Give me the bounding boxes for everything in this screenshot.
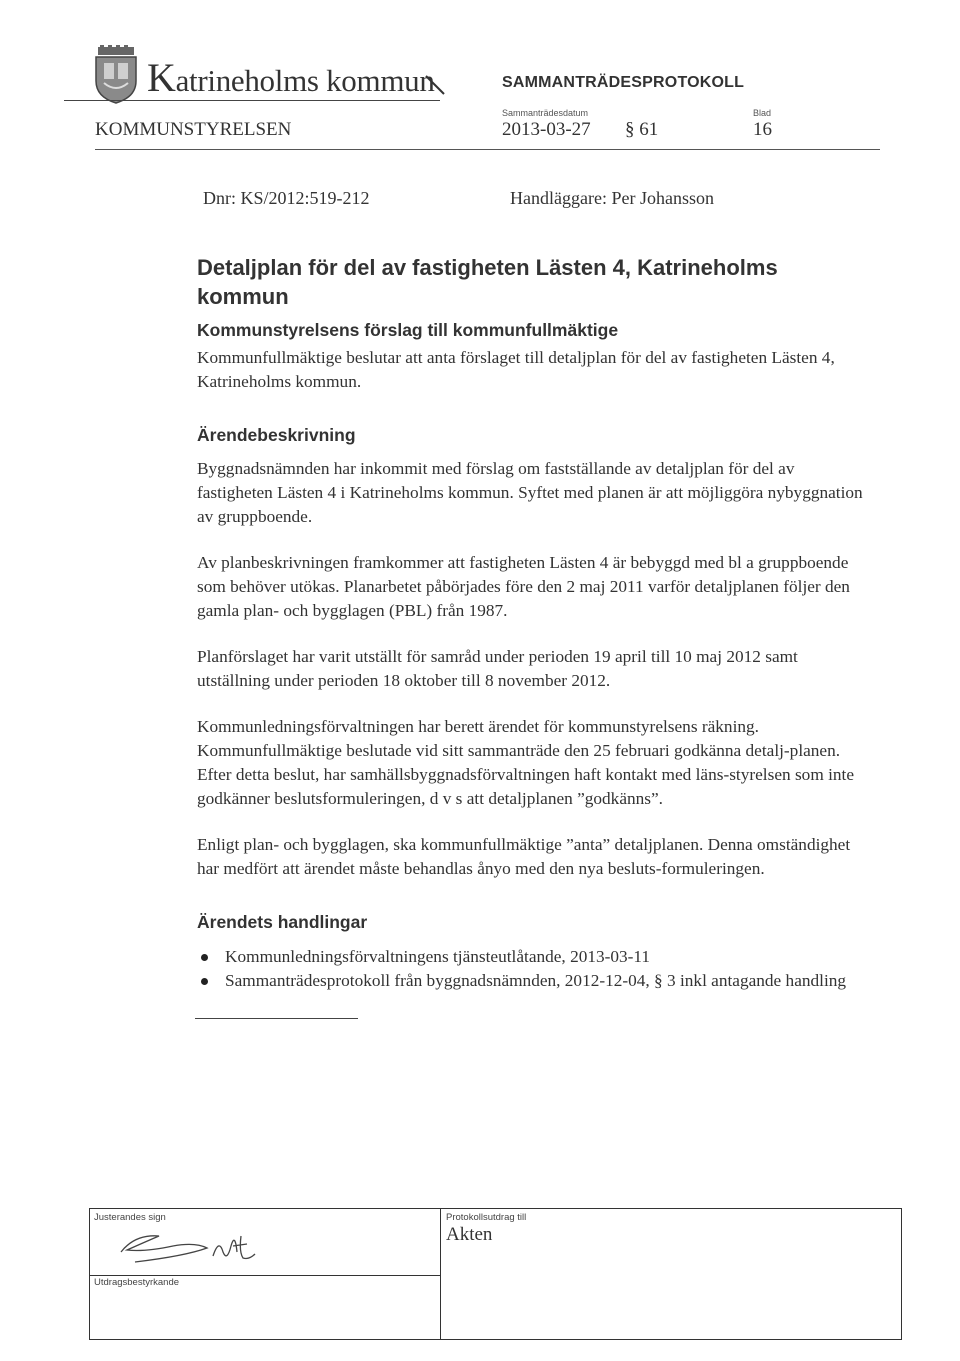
certifier-label: Utdragsbestyrkande — [94, 1277, 180, 1288]
meeting-date: 2013-03-27 — [502, 119, 591, 140]
case-number: Dnr: KS/2012:519-212 — [203, 188, 370, 208]
documents-heading: Ärendets handlingar — [197, 912, 368, 932]
proposal-text: Kommunfullmäktige beslutar att anta förslaget till detaljplan för del av fastigheten Lästen 4, Katrineholms kommun. — [197, 348, 835, 391]
handwritten-signature — [115, 1222, 265, 1270]
header-divider — [95, 149, 880, 150]
description-heading: Ärendebeskrivning — [197, 425, 356, 445]
document-list-item: Kommunledningsförvaltningens tjänsteutlåtande, 2013-03-11 — [225, 945, 867, 969]
description-paragraph: Kommunledningsförvaltningen har berett ärendet för kommunstyrelsens räkning. Kommunfullmäktige beslutade vid sitt sammanträde den 25 februari godkänna detalj-planen. Efter detta beslut, har samhällsbyggnadsförvaltningen haft kontakt med läns-styrelsen som inte godkänner beslutsformuleringen, d v s att detaljplanen ”godkänns”. — [197, 717, 854, 808]
description-paragraph: Byggnadsnämnden har inkommit med förslag om fastställande av detaljplan för del av fastigheten Lästen 4 i Katrineholms kommun. Syftet med planen är att möjliggöra nybyggnation av gruppboende. — [197, 459, 863, 526]
proposal-heading: Kommunstyrelsens förslag till kommunfullmäktige — [197, 320, 619, 340]
description-paragraph: Av planbeskrivningen framkommer att fastigheten Lästen 4 är bebyggd med bl a gruppboende som behöver utökas. Planarbetet påbörjades före den 2 maj 2011 varför detaljplanen följer den gamla plan- och bygglagen (PBL) från 1987. — [197, 553, 850, 620]
protocol-title: SAMMANTRÄDESPROTOKOLL — [502, 74, 745, 91]
municipal-coat-of-arms-icon — [90, 45, 142, 105]
description-paragraph: Planförslaget har varit utställt för samråd under perioden 19 april till 10 maj 2012 samt utställning under perioden 18 oktober till 8 november 2012. — [197, 647, 798, 690]
document-body — [197, 253, 867, 993]
date-label: Sammanträdesdatum — [502, 108, 589, 118]
documents-list — [197, 945, 867, 993]
department-name: KOMMUNSTYRELSEN — [95, 119, 292, 140]
header-rule — [64, 100, 440, 101]
end-rule — [195, 1018, 358, 1019]
document-title: Detaljplan för del av fastigheten Lästen 4, Katrineholms kommun — [197, 255, 778, 309]
page-label: Blad — [753, 108, 772, 118]
document-list-item: Sammanträdesprotokoll från byggnadsnämnden, 2012-12-04, § 3 inkl antagande handling — [225, 969, 867, 993]
organization-name: Katrineholms kommun — [147, 55, 435, 100]
section-number: § 61 — [625, 119, 659, 140]
description-paragraph: Enligt plan- och bygglagen, ska kommunfullmäktige ”anta” detaljplanen. Denna omständighet har medfört att ärendet måste behandlas ånyo med den nya besluts-formuleringen. — [197, 835, 851, 878]
extract-recipient-label: Protokollsutdrag till — [446, 1212, 527, 1223]
extract-recipient: Akten — [446, 1224, 493, 1245]
adjuster-sign-label: Justerandes sign — [94, 1212, 166, 1223]
case-handler: Handläggare: Per Johansson — [510, 188, 714, 208]
signature-box-divider — [440, 1208, 441, 1339]
header-flourish — [424, 74, 446, 96]
page-number: 16 — [753, 119, 772, 140]
signature-divider — [89, 1275, 441, 1276]
